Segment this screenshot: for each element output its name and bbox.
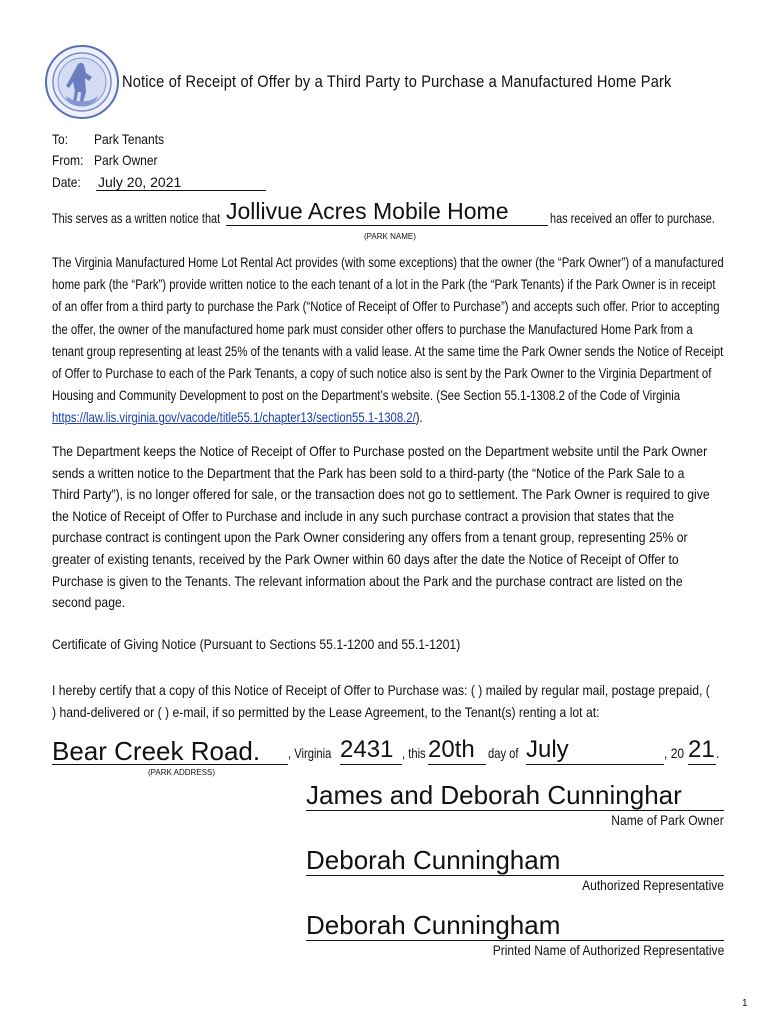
this-label: , this xyxy=(402,745,426,761)
page-number: 1 xyxy=(742,998,748,1009)
paragraph-lot-rental-act xyxy=(52,251,724,429)
park-address-field[interactable]: Bear Creek Road. xyxy=(52,736,288,765)
document-title: Notice of Receipt of Offer by a Third Party to Purchase a Manufactured Home Park xyxy=(122,72,672,91)
park-name-caption: (PARK NAME) xyxy=(364,232,416,241)
certification-text: I hereby certify that a copy of this Notice of Receipt of Offer to Purchase was: ( ) mailed by regular mail, postage prepaid, ( ) hand-delivered or ( ) e-mail, if so permitted by the Lease Agreement, to the Tenant(s) renting a lot at: xyxy=(52,682,710,720)
year-prefix: , 20 xyxy=(664,745,685,761)
printed-name-label: Printed Name of Authorized Representative xyxy=(492,942,724,958)
month-field[interactable]: July xyxy=(526,736,664,765)
zip-field[interactable]: 2431 xyxy=(340,736,402,765)
paragraph-lot-rental-act-text: The Virginia Manufactured Home Lot Rental Act provides (with some exceptions) that the owner (the “Park Owner”) of a manufactured home park (the “Park”) provide written notice to the each tenant of a lot in the Park (the “Park Tenants) if the Park Owner is in receipt of an offer from a third party to purchase the Park (“Notice of Receipt of Offer to Purchase”) and accepts such offer. Prior to accepting the offer, the owner of the manufactured home park must consider other offers to purchase the Manufactured Home Park from a tenant group representing at least 25% of the tenants with a valid lease. At the same time the Park Owner sends the Notice of Receipt of Offer to Purchase to each of the Park Tenants, a copy of such notice also is sent by the Park Owner to the Virginia Department of Housing and Community Development to post on the Department’s website. (See Section 55.1-1308.2 of the Code of Virginia xyxy=(52,254,724,404)
park-address-caption: (PARK ADDRESS) xyxy=(148,768,215,777)
virginia-label: , Virginia xyxy=(288,745,332,761)
day-field[interactable]: 20th xyxy=(428,736,486,765)
park-owner-name-label: Name of Park Owner xyxy=(611,812,724,828)
printed-name-field[interactable]: Deborah Cunningham xyxy=(306,910,724,941)
code-of-virginia-link[interactable]: https://law.lis.virginia.gov/vacode/title55.1/chapter13/section55.1-1308.2/ xyxy=(52,409,416,426)
from-value: Park Owner xyxy=(94,152,158,168)
day-of-label: day of xyxy=(488,745,519,761)
from-label: From: xyxy=(52,152,84,168)
paragraph-closing: ). xyxy=(415,409,423,426)
park-name-field[interactable]: Jollivue Acres Mobile Home xyxy=(226,198,548,226)
notice-suffix: has received an offer to purchase. xyxy=(550,210,715,226)
date-field[interactable]: July 20, 2021 xyxy=(96,174,266,191)
authorized-representative-label: Authorized Representative xyxy=(582,877,724,893)
authorized-representative-field[interactable]: Deborah Cunningham xyxy=(306,845,724,876)
paragraph-department: The Department keeps the Notice of Receipt of Offer to Purchase posted on the Department website until the Park Owner sends a written notice to the Department that the Park has been sold to a third-party (the “Notice of the Park Sale to a Third Party”), is no longer offered for sale, or the transaction does not go to settlement. The Park Owner is required to give the Notice of Receipt of Offer to Purchase and include in any such purchase contract a provision that states that the purchase contract is contingent upon the Park Owner considering any offers from a tenant group, representing 25% or greater of existing tenants, received by the Park Owner within 60 days after the date the Notice of Receipt of Offer to Purchase is given to the Tenants. The relevant information about the Park and the purchase contract are listed on the second page. xyxy=(52,443,710,611)
park-owner-name-field[interactable]: James and Deborah Cunninghar xyxy=(306,780,724,811)
date-label: Date: xyxy=(52,174,81,190)
year-field[interactable]: 21 xyxy=(688,736,715,763)
certificate-heading: Certificate of Giving Notice (Pursuant to Sections 55.1-1200 and 55.1-1201) xyxy=(52,636,461,652)
notice-prefix: This serves as a written notice that xyxy=(52,210,221,226)
to-label: To: xyxy=(52,131,69,147)
year-period: . xyxy=(716,745,720,761)
to-value: Park Tenants xyxy=(94,131,165,147)
virginia-seal-logo xyxy=(44,44,120,120)
